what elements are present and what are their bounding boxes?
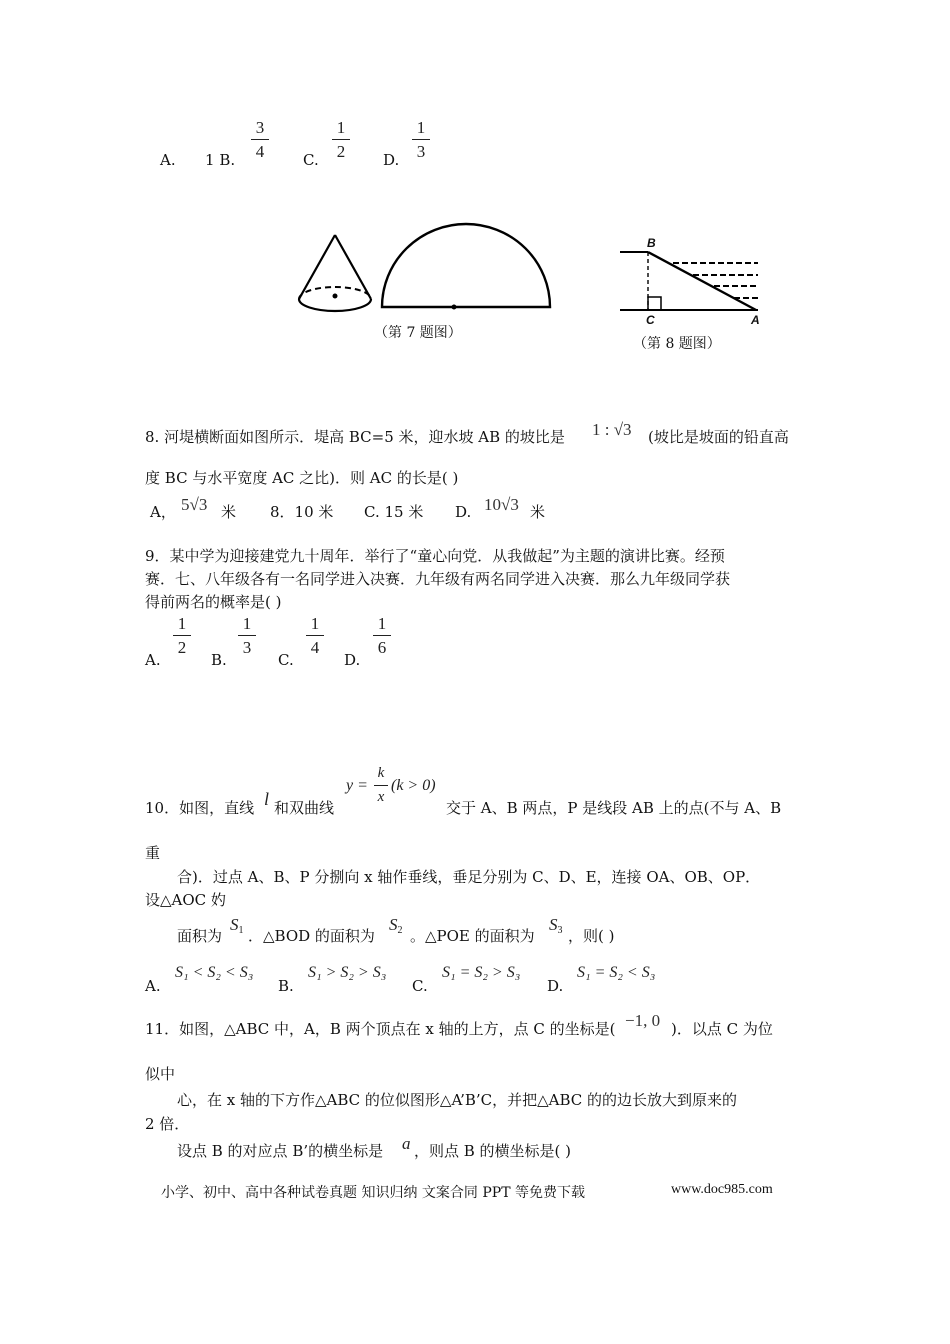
q8-option-a-unit: 米 xyxy=(221,503,237,521)
option-value: 1 xyxy=(205,151,215,169)
q11-line3: 心，在 x 轴的下方作△ABC 的位似图形△A’B’C，并把△ABC 的的边长放大到原来的 xyxy=(177,1091,738,1109)
q10-option-b-label: B. xyxy=(278,977,294,995)
q9-line2: 赛．七、八年级各有一名同学进入决赛．九年级有两名同学进入决赛．那么九年级同学获 xyxy=(145,570,731,588)
q8-option-a-label: A， xyxy=(150,503,176,521)
q9-option-d-label: D. xyxy=(344,651,361,669)
q9-option-a-fraction xyxy=(173,614,191,657)
q9-option-d-fraction xyxy=(373,614,391,657)
q10-eq-lhs: y = xyxy=(346,777,368,794)
q10-pre: 10．如图，直线 xyxy=(145,799,255,817)
denominator: 2 xyxy=(177,638,187,657)
q8-line1-post: (坡比是坡面的铅直高 xyxy=(648,428,789,446)
q8-option-d-label: D. xyxy=(455,503,472,521)
q11-line4: 2 倍． xyxy=(145,1115,190,1133)
denominator: 2 xyxy=(336,142,346,161)
s-symbol: S xyxy=(549,915,558,934)
q10-line5-post: ，则( ) xyxy=(568,927,615,945)
s-symbol: S xyxy=(389,915,398,934)
q10-line2: 重 xyxy=(145,844,161,862)
q10-line5-mid2: 。△POE 的面积为 xyxy=(410,927,535,945)
figure-7-cone xyxy=(290,230,380,315)
q8-option-b: 8．10 米 xyxy=(270,503,334,521)
q10-line-l: l xyxy=(264,789,270,809)
q10-s1 xyxy=(230,915,244,936)
q9-option-c-label: C. xyxy=(278,651,294,669)
q11-line5-pre: 设点 B 的对应点 B’的横坐标是 xyxy=(177,1142,384,1160)
q7-option-d xyxy=(383,150,399,170)
subscript: 1 xyxy=(238,925,244,936)
q10-s3 xyxy=(549,915,563,936)
q10-line5-pre: 面积为 xyxy=(177,927,223,945)
q10-option-d-expr: S₁ = S₂ < S₃ xyxy=(577,964,656,981)
q10-option-c-label: C. xyxy=(412,977,428,995)
q9-option-b-fraction xyxy=(238,614,256,657)
q11-line1-pre: 11．如图，△ABC 中，A，B 两个顶点在 x 轴的上方，点 C 的坐标是( xyxy=(145,1020,616,1038)
q11-var-a: a xyxy=(402,1134,411,1153)
q10-line5-mid1: ．△BOD 的面积为 xyxy=(248,927,375,945)
denominator: 3 xyxy=(416,142,426,161)
figure-7-semicircle xyxy=(380,222,552,312)
q10-eq-fraction xyxy=(374,764,388,807)
q11-line5-post: ，则点 B 的横坐标是( ) xyxy=(414,1142,572,1160)
subscript: 3 xyxy=(557,925,563,936)
q10-option-a-expr: S₁ < S₂ < S₃ xyxy=(175,964,254,981)
q11-line2: 似中 xyxy=(145,1065,176,1083)
q7-option-b-fraction xyxy=(251,118,269,161)
q8-text: 8. 河堤横断面如图所示．堤高 BC=5 米，迎水坡 AB 的坡比是 xyxy=(145,428,565,446)
q10-option-d-label: D. xyxy=(547,977,564,995)
q7-option-d-fraction xyxy=(412,118,430,161)
numerator: 1 xyxy=(177,614,187,633)
q10-line3: 合)．过点 A、B、P 分捌向 x 轴作垂线，垂足分别为 C、D、E，连接 OA、OB、OP． xyxy=(177,868,761,886)
option-label: D. xyxy=(383,151,400,169)
option-label: C. xyxy=(303,151,319,169)
figure-8-label-c: C xyxy=(646,313,655,327)
q9-option-a-label: A. xyxy=(145,651,161,669)
q7-option-a xyxy=(160,150,176,170)
numerator: 1 xyxy=(416,118,426,137)
footer-url[interactable]: www.doc985.com xyxy=(671,1182,773,1197)
q11-coord: −1, 0 xyxy=(625,1011,661,1030)
q8-ratio: 1 : √3 xyxy=(592,420,632,439)
q8-option-a-value: 5√3 xyxy=(181,495,208,514)
q7-option-c-fraction xyxy=(332,118,350,161)
q10-eq-cond: (k > 0) xyxy=(391,777,436,794)
q10-option-c-expr: S₁ = S₂ > S₃ xyxy=(442,964,521,981)
s-symbol: S xyxy=(230,915,239,934)
q7-option-c xyxy=(303,150,319,170)
figure-7-caption: （第 7 题图） xyxy=(374,325,462,341)
q8-option-d-unit: 米 xyxy=(530,503,546,521)
q9-option-b-label: B. xyxy=(211,651,227,669)
footer-text: 小学、初中、高中各种试卷真题 知识归纳 文案合同 PPT 等免费下载 xyxy=(161,1185,585,1201)
denominator: 4 xyxy=(310,638,320,657)
numerator: 3 xyxy=(255,118,265,137)
q8-option-c: C. 15 米 xyxy=(364,503,424,521)
figure-8-label-a: A xyxy=(751,313,760,327)
q10-line4: 设△AOC 妁 xyxy=(145,891,226,909)
numerator: 1 xyxy=(336,118,346,137)
numerator: 1 xyxy=(377,614,387,633)
q8-line1 xyxy=(145,427,565,447)
subscript: 2 xyxy=(397,925,403,936)
q10-option-b-expr: S₁ > S₂ > S₃ xyxy=(308,964,387,981)
q9-line1: 9．某中学为迎接建党九十周年．举行了“童心向党．从我做起”为主题的演讲比赛。经预 xyxy=(145,547,725,565)
q10-s2 xyxy=(389,915,403,936)
denominator: 4 xyxy=(255,142,265,161)
q9-line3: 得前两名的概率是( ) xyxy=(145,593,282,611)
figure-8-embankment xyxy=(618,235,763,330)
q11-line1-post: )．以点 C 为位 xyxy=(671,1020,773,1038)
option-label: B. xyxy=(219,151,236,169)
numerator: k xyxy=(377,765,385,781)
q8-option-d-value: 10√3 xyxy=(484,495,519,514)
numerator: 1 xyxy=(310,614,320,633)
option-label: A. xyxy=(160,151,176,169)
q10-mid: 和双曲线 xyxy=(274,799,335,817)
q8-line2: 度 BC 与水平宽度 AC 之比)．则 AC 的长是( ) xyxy=(145,469,459,487)
figure-8-label-b: B xyxy=(647,236,656,250)
q9-option-c-fraction xyxy=(306,614,324,657)
q7-option-a-value xyxy=(205,150,235,170)
q10-post: 交于 A、B 两点，P 是线段 AB 上的点(不与 A、B xyxy=(446,799,782,817)
figure-8-caption: （第 8 题图） xyxy=(633,336,721,352)
numerator: 1 xyxy=(242,614,252,633)
denominator: x xyxy=(377,789,385,805)
q10-option-a-label: A. xyxy=(145,977,161,995)
denominator: 6 xyxy=(377,638,387,657)
denominator: 3 xyxy=(242,638,252,657)
